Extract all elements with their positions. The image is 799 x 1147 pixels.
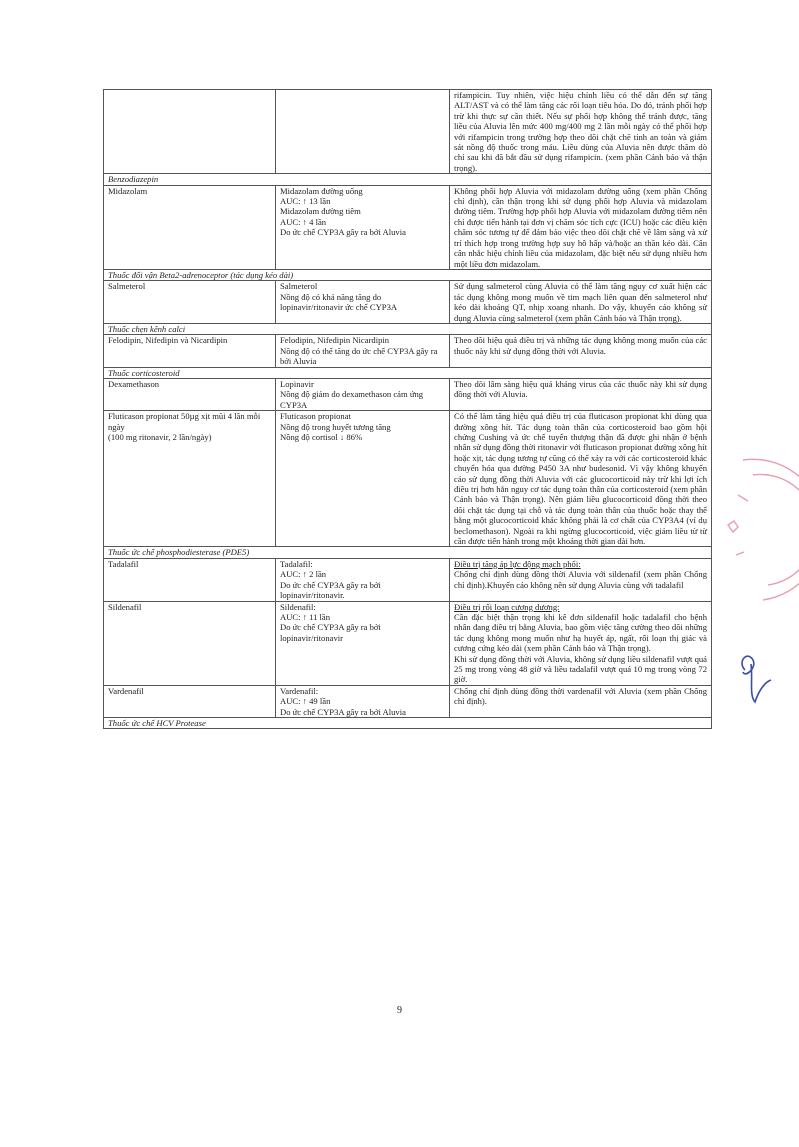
cell-text: Sildenafil: bbox=[280, 601, 316, 612]
cell-text: Chống chỉ định dùng đồng thời Aluvia với sildenafil (xem phần Chống chỉ định).Khuyến cáo không nên sử dụng Aluvia cùng với tadalafil bbox=[454, 569, 707, 590]
section-header-row bbox=[104, 174, 712, 185]
cell-text: Dexamethason bbox=[108, 378, 160, 389]
cell-text: Do ức chế CYP3A gây ra bởi lopinavir/ritonavir. bbox=[280, 579, 381, 601]
red-seal-stamp bbox=[708, 455, 799, 605]
cell-text: AUC: ↑ 4 lần bbox=[280, 216, 327, 227]
recommendation-cell bbox=[450, 558, 712, 601]
cell-text: AUC: ↑ 2 lần bbox=[280, 569, 327, 580]
cell-text: Không phối hợp Aluvia với midazolam đường uống (xem phần Chống chỉ định), cần thận trọng khi sử dụng phối hợp Aluvia và midazolam đường tiêm. Trường hợp phối hợp Aluvia với midazolam đường tiêm nên chỉ được tiến hành tại đơn vị chăm sóc tích cực (ICU) hoặc các điều kiện chăm sóc tương tự để đảm bảo việc theo dõi chặt chẽ về lâm sàng và xử trí thích hợp trong trường hợp suy hô hấp và/hoặc an thần kéo dài. Cân cân nhắc hiệu chỉnh liều của midazolam, đặc biệt nếu sử dụng nhiều hơn một liều đơn midazolam. bbox=[454, 185, 707, 269]
section-header: Thuốc chẹn kênh calci bbox=[104, 323, 712, 334]
section-header: Thuốc đối vận Beta2-adrenoceptor (tác dụng kéo dài) bbox=[104, 269, 712, 280]
recommendation-subheading: Điều trị tăng áp lực động mạch phổi: bbox=[454, 558, 581, 569]
section-header: Thuốc corticosteroid bbox=[104, 367, 712, 378]
effect-cell bbox=[276, 378, 450, 410]
page-number: 9 bbox=[397, 1005, 402, 1016]
drug-name-cell bbox=[104, 335, 276, 367]
section-header: Thuốc ức chế phosphodiesterase (PDE5) bbox=[104, 547, 712, 558]
cell-text: Salmeterol bbox=[280, 281, 318, 292]
section-header-row bbox=[104, 367, 712, 378]
section-header-row bbox=[104, 269, 712, 280]
cell-text: Fluticason propionat bbox=[280, 411, 351, 422]
drug-name-cell bbox=[104, 378, 276, 410]
cell-text: Khi sử dụng đồng thời với Aluvia, không sử dụng liều sildenafil vượt quá 25 mg trong vòng 48 giờ và liều tadalafil vượt quá 10 mg trong vòng 72 giờ. bbox=[454, 653, 707, 685]
cell-text: (100 mg ritonavir, 2 lần/ngày) bbox=[108, 432, 212, 442]
cell-text: Nồng độ có khả năng tăng do lopinavir/ritonavir ức chế CYP3A bbox=[280, 291, 398, 313]
effect-cell bbox=[276, 90, 450, 174]
recommendation-cell bbox=[450, 335, 712, 367]
effect-cell bbox=[276, 185, 450, 269]
recommendation-cell bbox=[450, 90, 712, 174]
cell-text: Theo dõi lâm sàng hiệu quả kháng virus của các thuốc này khi sử dụng đồng thời với Aluvia. bbox=[454, 378, 707, 400]
cell-text: AUC: ↑ 11 lần bbox=[280, 611, 331, 622]
table-row bbox=[104, 558, 712, 601]
recommendation-cell bbox=[450, 378, 712, 410]
section-header-row bbox=[104, 547, 712, 558]
recommendation-cell bbox=[450, 411, 712, 547]
section-header: Benzodiazepin bbox=[104, 174, 712, 185]
cell-text: Nồng độ có thể tăng do ức chế CYP3A gây ra bởi Aluvia bbox=[280, 345, 438, 367]
effect-cell bbox=[276, 411, 450, 547]
recommendation-cell bbox=[450, 685, 712, 717]
cell-text: AUC: ↑ 49 lần bbox=[280, 696, 331, 707]
cell-text: Cần đặc biệt thận trọng khi kê đơn sildenafil hoặc tadalafil cho bệnh nhân đang điều trị bằng Aluvia, bao gồm việc tăng cường theo dõi những tác dụng không mong muốn như hạ huyết áp, ngất, rối loạn thị giác và cương cứng kéo dài (xem phần Cảnh báo và Thận trọng). bbox=[454, 611, 707, 654]
recommendation-cell bbox=[450, 185, 712, 269]
section-header-row bbox=[104, 717, 712, 728]
drug-name-cell bbox=[104, 281, 276, 324]
cell-text: Sử dụng salmeterol cùng Aluvia có thể làm tăng nguy cơ xuất hiện các tác dụng không mong muốn về tim mạch liên quan đến salmeterol như kéo dài khoảng QT, nhịp xoang nhanh. Do vậy, khuyến cáo không sử dụng Aluvia cùng salmeterol (xem phần Cảnh báo và Thận trọng). bbox=[454, 281, 707, 323]
drug-name-cell bbox=[104, 90, 276, 174]
cell-text: Midazolam bbox=[108, 185, 148, 196]
cell-text: Vardenafil: bbox=[280, 685, 319, 696]
table-row bbox=[104, 601, 712, 685]
effect-cell bbox=[276, 558, 450, 601]
cell-text: Do ức chế CYP3A gây ra bởi lopinavir/ritonavir bbox=[280, 622, 381, 643]
cell-text: Chống chỉ định dùng đồng thời vardenafil với Aluvia (xem phần Chống chỉ định). bbox=[454, 685, 707, 707]
cell-text: Salmeterol bbox=[108, 281, 146, 292]
table-row bbox=[104, 185, 712, 269]
drug-name-cell bbox=[104, 558, 276, 601]
drug-name-cell bbox=[104, 185, 276, 269]
effect-cell bbox=[276, 281, 450, 324]
cell-text: Sildenafil bbox=[108, 601, 142, 612]
interaction-table bbox=[103, 89, 712, 729]
cell-text: Lopinavir bbox=[280, 378, 314, 389]
table-row bbox=[104, 90, 712, 174]
cell-text: Do ức chế CYP3A gây ra bởi Aluvia bbox=[280, 706, 406, 717]
table-row bbox=[104, 335, 712, 367]
cell-text: Nồng độ trong huyết tương tăng bbox=[280, 421, 391, 432]
effect-cell bbox=[276, 685, 450, 717]
table-row bbox=[104, 685, 712, 717]
cell-text: Tadalafil bbox=[108, 558, 139, 569]
recommendation-cell bbox=[450, 601, 712, 685]
handwritten-signature bbox=[735, 640, 775, 710]
effect-cell bbox=[276, 601, 450, 685]
cell-text: Có thể làm tăng hiệu quả điều trị của fluticason propionat khi dùng qua đường xông hít. Tác dụng toàn thân của corticosteroid bao gồm hội chứng Cushing và ức chế tuyến thượng thận đã được ghi nhận ở bệnh nhân sử dụng đồng thời ritonavir với fluticason propionat đường xông hít hoặc xịt, tác dụng tương tự cũng có thể xảy ra với các corticosteroid khác chuyển hóa qua đường P450 3A như budesonid. Vì vậy không khuyến cáo sử dụng đồng thời Aluvia với các glucocorticoid này trừ khi lợi ích điều trị hơn hẳn nguy cơ tác dụng toàn thân của corticosteroid (xem phần Cảnh báo và Thận trọng). Nên giảm liều glucocorticoid đồng thời theo dõi chặt tác dụng tại chỗ và tác dụng toàn thân của thuốc hoặc thay thế bằng một glucocorticoid khác không phải là cơ chất của CYP3A4 (ví dụ beclomethason). Ngoài ra khi ngừng glucocorticoid, việc giảm liều từ từ cần được tiến hành trong một khoảng thời gian dài hơn. bbox=[454, 411, 707, 547]
section-header: Thuốc ức chế HCV Protease bbox=[104, 717, 712, 728]
cell-text: rifampicin. Tuy nhiên, việc hiệu chỉnh liều có thể dẫn đến sự tăng ALT/AST và có thể làm tăng các rối loạn tiêu hóa. Do đó, tránh phối hợp trừ khi thực sự cần thiết. Nếu sự phối hợp không thể tránh được, tăng liều của Aluvia lên mức 400 mg/400 mg 2 lần mỗi ngày có thể phối hợp với rifampicin trong trường hợp theo dõi chặt chẽ tính an toàn và giám sát nồng độ thuốc trong máu. Liều dùng của Aluvia nên được thăm dò chỉ sau khi đã bắt đầu sử dụng rifampicin. (xem phần Cảnh báo và thận trọng). bbox=[454, 90, 707, 173]
effect-cell bbox=[276, 335, 450, 367]
cell-text: Fluticason propionat 50µg xịt mũi 4 lần mỗi ngày bbox=[108, 411, 261, 432]
cell-text: Nồng độ giảm do dexamethason cảm ứng CYP3A bbox=[280, 389, 424, 410]
recommendation-subheading: Điều trị rối loạn cương dương: bbox=[454, 601, 560, 612]
cell-text: Midazolam đường uống bbox=[280, 185, 363, 196]
cell-text: Felodipin, Nifedipin Nicardipin bbox=[280, 335, 390, 346]
table-row bbox=[104, 281, 712, 324]
cell-text: Tadalafil: bbox=[280, 558, 313, 569]
cell-text: Nồng độ cortisol ↓ 86% bbox=[280, 432, 363, 442]
cell-text: Midazolam đường tiêm bbox=[280, 206, 361, 217]
cell-text: Felodipin, Nifedipin và Nicardipin bbox=[108, 335, 228, 346]
cell-text: AUC: ↑ 13 lần bbox=[280, 196, 331, 207]
table-row bbox=[104, 411, 712, 547]
cell-text: Do ức chế CYP3A gây ra bởi Aluvia bbox=[280, 227, 406, 238]
cell-text: Vardenafil bbox=[108, 685, 144, 696]
drug-name-cell bbox=[104, 685, 276, 717]
section-header-row bbox=[104, 323, 712, 334]
cell-text: Theo dõi hiệu quả điều trị và những tác dụng không mong muốn của các thuốc này khi sử dụng đồng thời với Aluvia. bbox=[454, 335, 707, 356]
drug-name-cell bbox=[104, 601, 276, 685]
drug-name-cell bbox=[104, 411, 276, 547]
table-row bbox=[104, 378, 712, 410]
recommendation-cell bbox=[450, 281, 712, 324]
